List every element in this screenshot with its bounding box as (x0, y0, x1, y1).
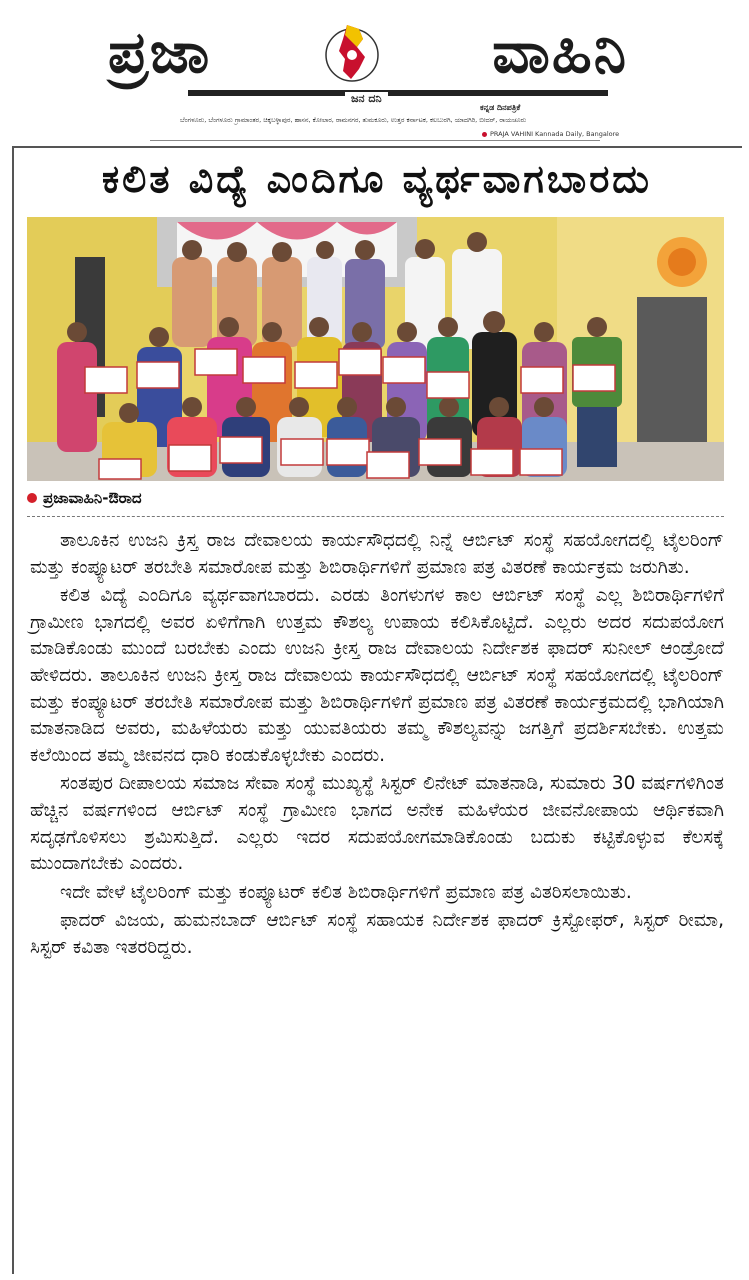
masthead-divider (150, 140, 600, 141)
article-paragraph: ಫಾದರ್ ವಿಜಯ, ಹುಮನಬಾದ್ ಆರ್ಬಿಟ್ ಸಂಸ್ಥೆ ಸಹಾಯಕ ನಿರ್ದೇಶಕ ಫಾದರ್ ಕ್ರಿಸ್ಟೋಫರ್, ಸಿಸ್ಟರ್ ರೀಮಾ, ಸಿಸ್ಟರ್ ಕವಿತಾ ಇತರರಿದ್ದರು. (30, 910, 724, 958)
article-paragraph: ಕಲಿತ ವಿದ್ಯೆ ಎಂದಿಗೂ ವ್ಯರ್ಥವಾಗಬಾರದು. ಎರಡು ತಿಂಗಳುಗಳ ಕಾಲ ಆರ್ಬಿಟ್ ಸಂಸ್ಥೆ ಎಲ್ಲ ಶಿಬಿರಾರ್ಥಿಗಳಿಗೆ ಗ್ರಾಮೀಣ ಭಾಗದಲ್ಲಿ ಅವರ ಏಳಿಗೆಗಾಗಿ ಉತ್ತಮ ಕೌಶಲ್ಯ ಉಪಾಯ ಕಲಿಸಿಕೊಟ್ಟಿದೆ. ಎಲ್ಲರು ಅದರ ಸದುಪಯೋಗ ಮಾಡಿಕೊಂಡು ಮುಂದೆ ಬರಬೇಕು ಎಂದು ಉಜನಿ ಕ್ರೀಸ್ತ ರಾಜ ದೇವಾಲಯ ನಿರ್ದೇಶಕ ಫಾದರ್ ಸುನೀಲ್ ಆಂಡ್ರೋದೆ ಹೇಳಿದರು. ತಾಲೂಕಿನ ಉಜನಿ ಕ್ರೀಸ್ತ ರಾಜ ದೇವಾಲಯ ಕಾರ್ಯಸೌಧದಲ್ಲಿ ಆರ್ಬಿಟ್ ಸಂಸ್ಥೆ ಸಹಯೋಗದಲ್ಲಿ ಟೈಲರಿಂಗ್ ಮತ್ತು ಕಂಪ್ಯೂಟರ್ ತರಬೇತಿ ಸಮಾರೋಪ ಮತ್ತು ಶಿಬಿರಾರ್ಥಿಗಳಿಗೆ ಪ್ರಮಾಣ ಪತ್ರ ವಿತರಣೆ ಕಾರ್ಯಕ್ರಮದಲ್ಲಿ ಭಾಗಿಯಾಗಿ ಮಾತನಾಡಿದ ಅವರು, ಮಹಿಳೆಯರು ಮತ್ತು ಯುವತಿಯರು ತಮ್ಮ ಕೌಶಲ್ಯವನ್ನು ಜಗತ್ತಿಗೆ ಪ್ರದರ್ಶಿಸಬೇಕು. ಉತ್ತಮ ಕಲೆಯಿಂದ ತಮ್ಮ ಜೀವನದ ಧಾರಿ ಕಂಡುಕೊಳ್ಳಬೇಕು ಎಂದರು. (30, 585, 724, 766)
masthead-title-left: ಪ್ರಜಾ (108, 18, 212, 86)
masthead-tagline: ಜನ ದನಿ (345, 92, 388, 106)
masthead-daily-label: PRAJA VAHINI Kannada Daily, Bangalore (490, 130, 620, 138)
karnataka-map-logo-icon (317, 17, 387, 87)
article-headline: ಕಲಿತ ವಿದ್ಯೆ ಎಂದಿಗೂ ವ್ಯರ್ಥವಾಗಬಾರದು (102, 156, 652, 201)
masthead-title-right: ವಾಹಿನಿ (492, 18, 628, 86)
red-bullet-icon (27, 493, 37, 503)
credit-divider (27, 516, 724, 517)
masthead-cities: ಬೆಂಗಳೂರು, ಬೆಂಗಳೂರು ಗ್ರಾಮಾಂತರ, ಚಿಕ್ಕಬಳ್ಳಾಪುರ, ಹಾಸನ, ಕೋಲಾರ, ರಾಮನಗರ, ತುಮಕೂರು, ಉತ್ತರ ಕರ್ನಾಟಕ, ಕಲಬುರಗಿ, ಯಾದಗಿರಿ, ಬೀದರ್, ರಾಯಚೂರು (180, 116, 527, 124)
article-paragraph: ಇದೇ ವೇಳೆ ಟೈಲರಿಂಗ್ ಮತ್ತು ಕಂಪ್ಯೂಟರ್ ಕಲಿತ ಶಿಬಿರಾರ್ಥಿಗಳಿಗೆ ಪ್ರಮಾಣ ಪತ್ರ ವಿತರಿಸಲಾಯಿತು. (60, 881, 632, 903)
article-credit (27, 486, 724, 510)
group-photo (27, 217, 724, 481)
masthead-daily (482, 130, 619, 138)
red-dot-icon (482, 132, 487, 137)
masthead-title (108, 14, 628, 90)
article-body (30, 528, 724, 964)
masthead-edition: ಕನ್ನಡ ದಿನಪತ್ರಿಕೆ (480, 103, 521, 112)
credit-label: ಪ್ರಜಾವಾಹಿನಿ-ಔರಾದ (43, 489, 142, 507)
masthead (0, 0, 749, 140)
article-paragraph: ಸಂತಪುರ ದೀಪಾಲಯ ಸಮಾಜ ಸೇವಾ ಸಂಸ್ಥೆ ಮುಖ್ಯಸ್ಥೆ ಸಿಸ್ಟರ್ ಲಿನೇಟ್ ಮಾತನಾಡಿ, ಸುಮಾರು 30 ವರ್ಷಗಳಿಗಿಂತ ಹೆಚ್ಚಿನ ವರ್ಷಗಳಿಂದ ಆರ್ಬಿಟ್ ಸಂಸ್ಥೆ ಗ್ರಾಮೀಣ ಭಾಗದ ಅನೇಕ ಮಹಿಳೆಯರ ಜೀವನೋಪಾಯ ಆರ್ಥಿಕವಾಗಿ ಸದೃಢಗೊಳಿಸಲು ಶ್ರಮಿಸುತ್ತಿದೆ. ಎಲ್ಲರು ಇದರ ಸದುಪಯೋಗಮಾಡಿಕೊಂಡು ಬದುಕು ಕಟ್ಟಿಕೊಳ್ಳುವ ಕೆಲಸಕ್ಕೆ ಮುಂದಾಗಬೇಕು ಎಂದರು. (30, 773, 724, 875)
article-paragraph: ತಾಲೂಕಿನ ಉಜನಿ ಕ್ರಿಸ್ತ ರಾಜ ದೇವಾಲಯ ಕಾರ್ಯಸೌಧದಲ್ಲಿ ನಿನ್ನೆ ಆರ್ಬಿಟ್ ಸಂಸ್ಥೆ ಸಹಯೋಗದಲ್ಲಿ ಟೈಲರಿಂಗ್ ಮತ್ತು ಕಂಪ್ಯೂಟರ್ ತರಬೇತಿ ಸಮಾರೋಪ ಮತ್ತು ಶಿಬಿರಾರ್ಥಿಗಳಿಗೆ ಪ್ರಮಾಣ ಪತ್ರ ವಿತರಣೆ ಕಾರ್ಯಕ್ರಮ ಜರುಗಿತು. (30, 530, 724, 578)
masthead-bar (188, 90, 608, 96)
